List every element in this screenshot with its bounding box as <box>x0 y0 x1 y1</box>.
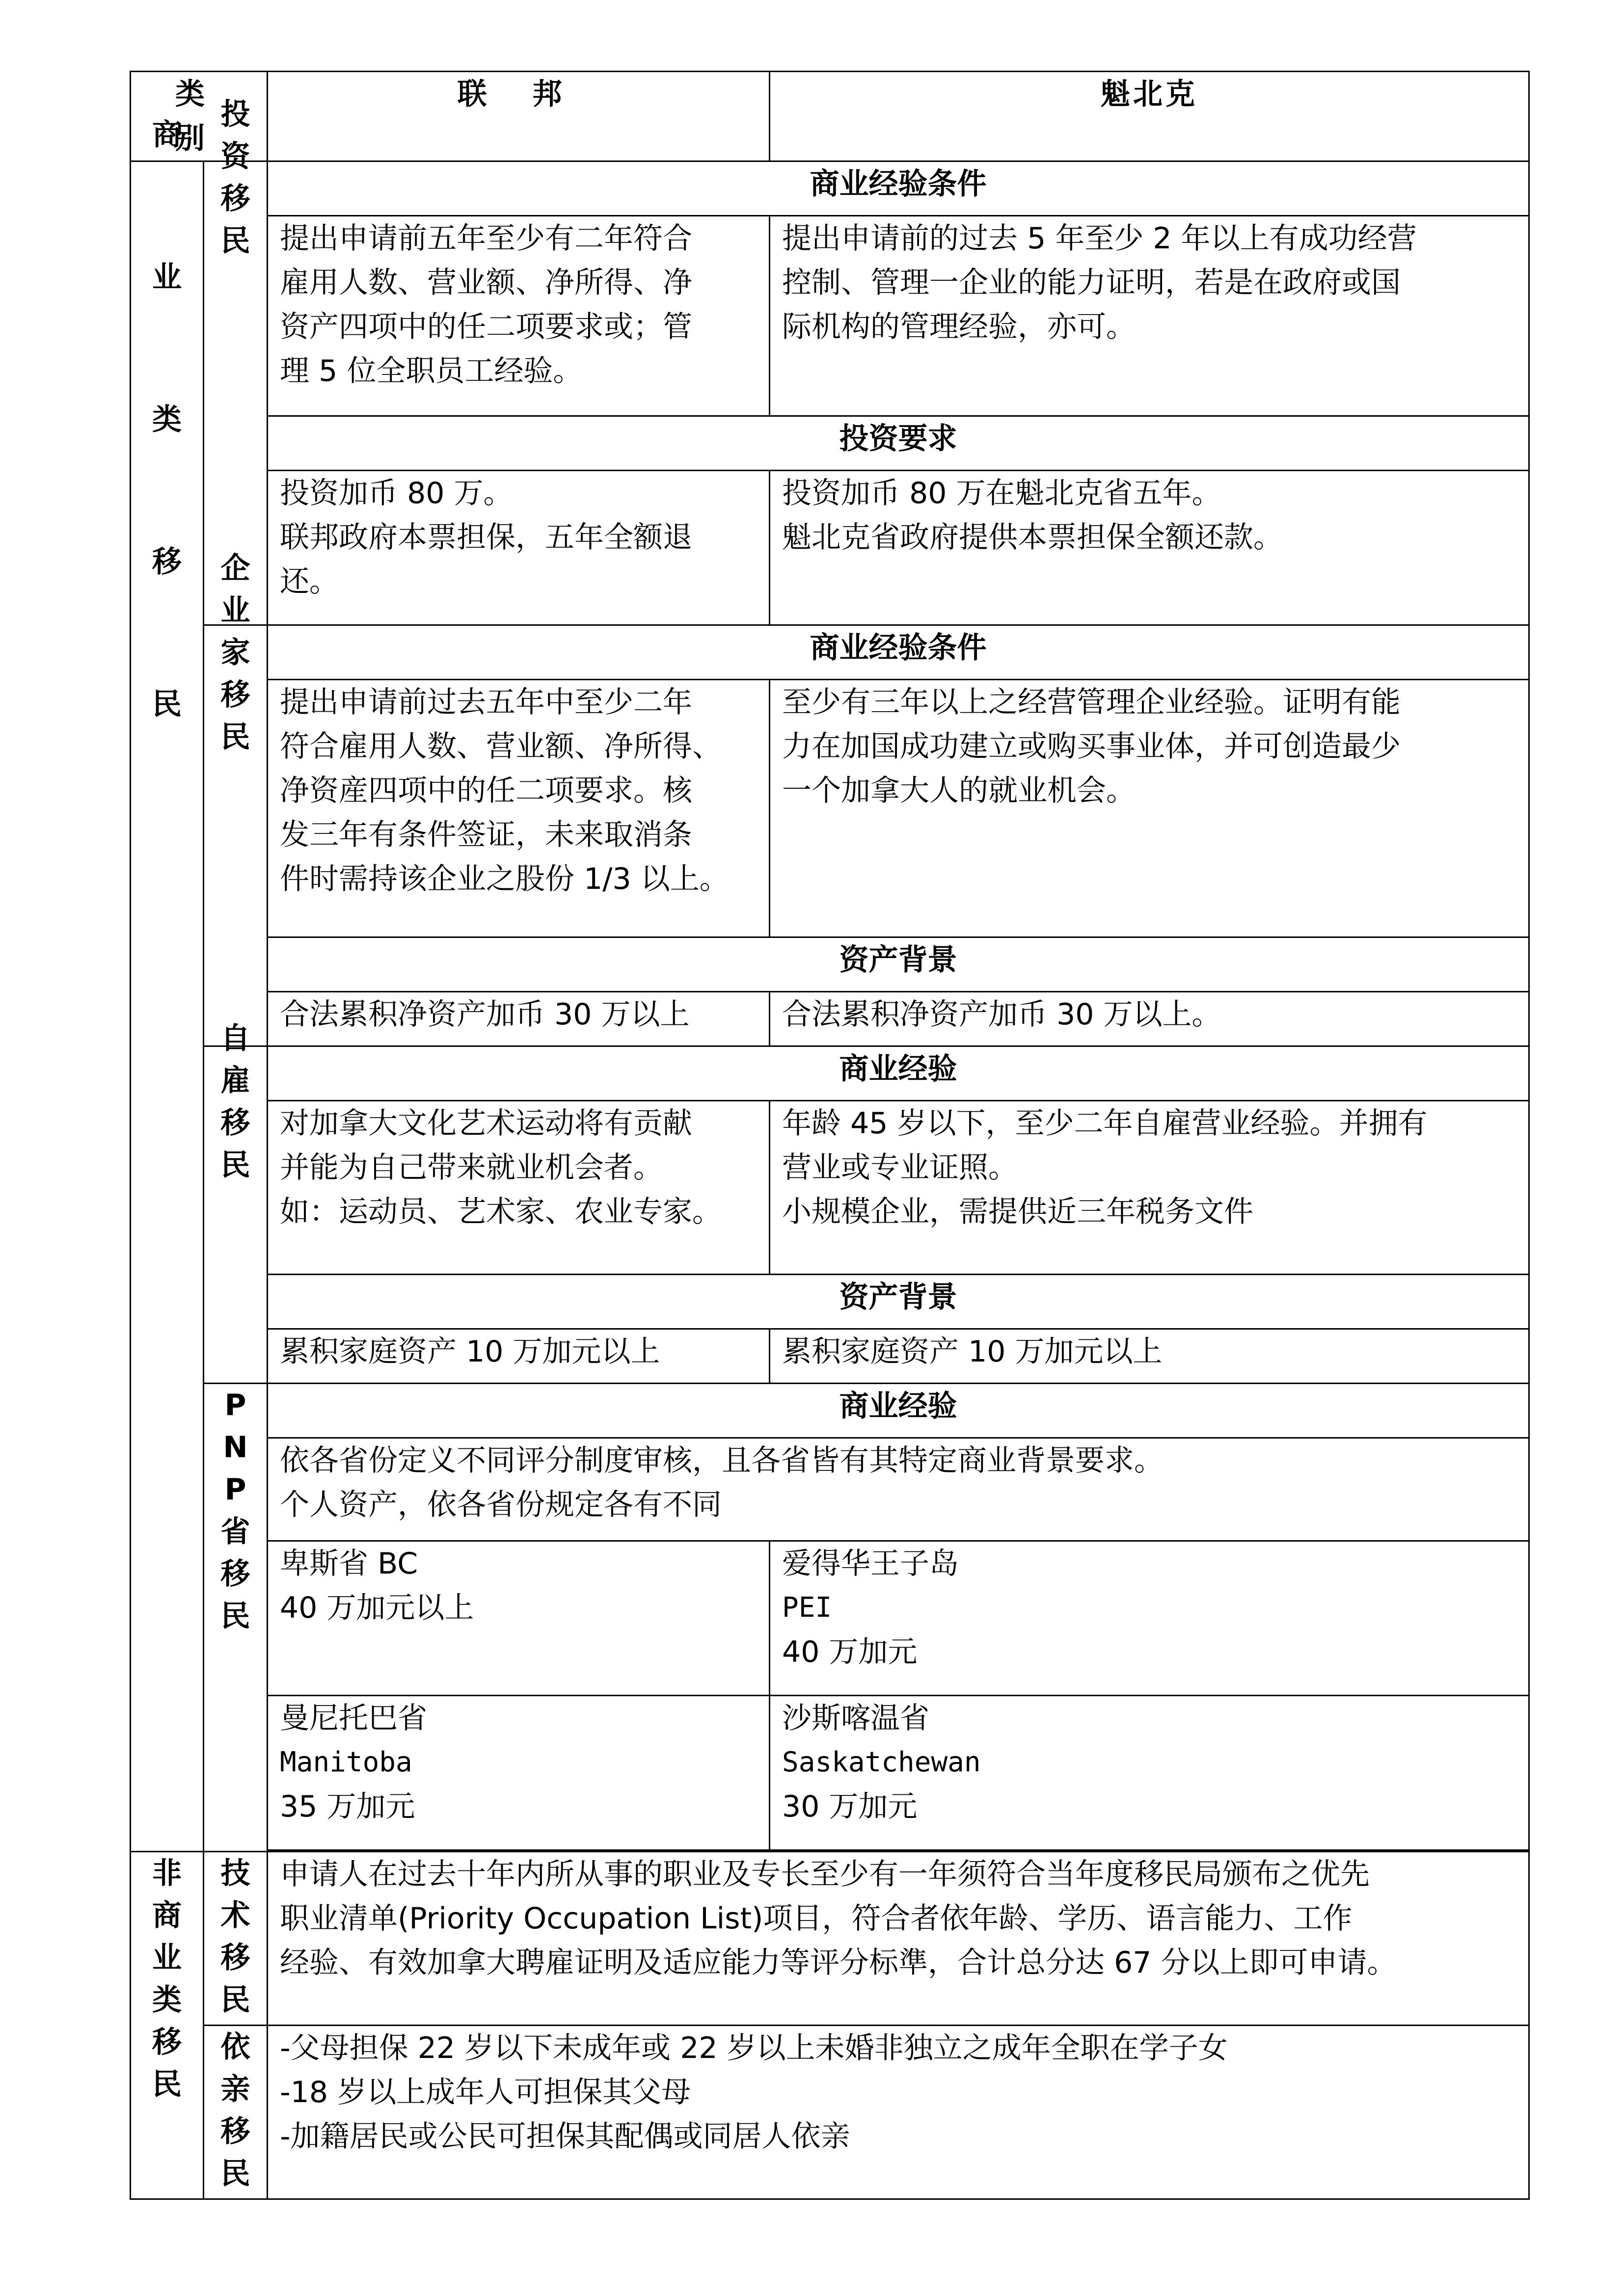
federal-cell: 提出申请前过去五年中至少二年 符合雇用人数、营业额、净所得、 净资産四项中的任二项要求。核 发三年有条件签证，未来取消条 件时需持该企业之股份 1/3 以上。 <box>268 680 770 937</box>
federal-cell: 累积家庭资产 10 万加元以上 <box>268 1329 770 1384</box>
pnp-note-cell: 依各省份定义不同评分制度审核，且各省皆有其特定商业背景要求。 个人资产，依各省份规定各有不同 <box>268 1438 1529 1541</box>
family-sponsorship-label: 依 亲 移 民 <box>204 2026 268 2199</box>
quebec-cell: 累积家庭资产 10 万加元以上 <box>770 1329 1529 1384</box>
header-quebec: 魁北克 <box>770 72 1529 161</box>
federal-cell: 投资加币 80 万。 联邦政府本票担保，五年全额退 还。 <box>268 471 770 625</box>
quebec-cell: 提出申请前的过去 5 年至少 2 年以上有成功经营 控制、管理一企业的能力证明，若是在政府或国 际机构的管理经验，亦可。 <box>770 216 1529 416</box>
federal-cell: 对加拿大文化艺术运动将有贡献 并能为自己带来就业机会者。 如：运动员、艺术家、农业专家。 <box>268 1101 770 1275</box>
table-header-row <box>131 72 1529 161</box>
section-title: 商业经验 <box>268 1384 1529 1438</box>
federal-cell: 合法累积净资产加币 30 万以上 <box>268 992 770 1046</box>
quebec-cell: 至少有三年以上之经营管理企业经验。证明有能 力在加国成功建立或购买事业体，并可创造最少 一个加拿大人的就业机会。 <box>770 680 1529 937</box>
pnp-label: P N P 省 移 民 <box>204 1384 268 1852</box>
province-cell: 卑斯省 BC 40 万加元以上 <box>268 1541 770 1696</box>
family-sponsorship-cell: -父母担保 22 岁以下未成年或 22 岁以上未婚非独立之成年全职在学子女 -18 岁以上成年人可担保其父母 -加籍居民或公民可担保其配偶或同居人依亲 <box>268 2026 1529 2199</box>
quebec-cell: 投资加币 80 万在魁北克省五年。 魁北克省政府提供本票担保全额还款。 <box>770 471 1529 625</box>
section-title: 商业经验 <box>268 1046 1529 1101</box>
federal-cell: 提出申请前五年至少有二年符合 雇用人数、营业额、净所得、净 资产四项中的任二项要求或；管 理 5 位全职员工经验。 <box>268 216 770 416</box>
section-title: 资产背景 <box>268 937 1529 992</box>
entrepreneur-label: 企 业 家 移 民 <box>204 625 268 1046</box>
skilled-worker-cell: 申请人在过去十年内所从事的职业及专长至少有一年须符合当年度移民局颁布之优先 职业清单(Priority Occupation List)项目，符合者依年龄、学历、语言能力、工作 经验、有效加拿大聘雇证明及适应能力等评分标準，合计总分达 67 分以上即可申请。 <box>268 1852 1529 2026</box>
section-title: 商业经验条件 <box>268 625 1529 680</box>
header-category: 类 别 <box>131 72 268 161</box>
quebec-cell: 年龄 45 岁以下，至少二年自雇营业经验。并拥有 营业或专业证照。 小规模企业，需提供近三年税务文件 <box>770 1101 1529 1275</box>
quebec-cell: 合法累积净资产加币 30 万以上。 <box>770 992 1529 1046</box>
business-category-label: 商 业 类 移 民 <box>131 161 204 1852</box>
skilled-worker-label: 技 术 移 民 <box>204 1852 268 2026</box>
header-federal: 联 邦 <box>268 72 770 161</box>
self-employed-label: 自 雇 移 民 <box>204 1046 268 1384</box>
non-business-category-label: 非 商 业 类 移 民 <box>131 1852 204 2199</box>
investor-label: 投 资 移 民 <box>204 161 268 625</box>
province-cell: 沙斯喀温省 Saskatchewan 30 万加元 <box>770 1696 1529 1850</box>
section-title: 投资要求 <box>268 416 1529 471</box>
immigration-comparison-table <box>130 71 1530 2200</box>
section-title: 商业经验条件 <box>268 161 1529 216</box>
section-title: 资产背景 <box>268 1275 1529 1329</box>
province-cell: 爱得华王子岛 PEI 40 万加元 <box>770 1541 1529 1696</box>
province-cell: 曼尼托巴省 Manitoba 35 万加元 <box>268 1696 770 1850</box>
